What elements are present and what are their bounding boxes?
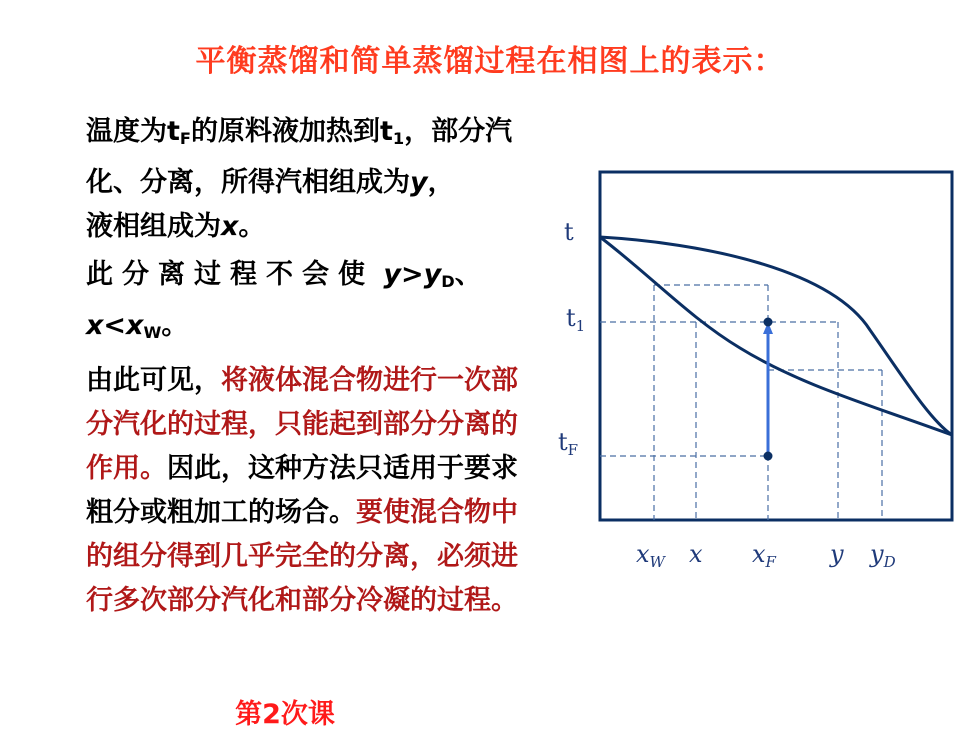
bubble-curve: [600, 237, 952, 435]
p2-gt: >: [401, 259, 424, 290]
dew-curve: [600, 237, 952, 435]
label-t1-sub: 1: [575, 317, 586, 335]
label-xw-base: x: [636, 540, 650, 568]
page-title: 平衡蒸馏和简单蒸馏过程在相图上的表示：: [195, 44, 785, 79]
lesson-label: 第2次课: [235, 699, 335, 730]
guide-lines: [600, 285, 882, 520]
label-xf-base: x: [752, 540, 766, 568]
diagram-frame: [600, 172, 952, 520]
label-yd: [869, 540, 896, 571]
p2-sub-w: W: [143, 323, 162, 342]
p3-red-2: 要使混合物中的组分得到几乎完全的分离，必须进行多次部分汽化和部分冷凝的过程。: [86, 497, 518, 616]
p2-var-yd: y: [423, 259, 442, 290]
p2-var-y: y: [383, 259, 402, 290]
label-tf: [558, 428, 578, 459]
label-t: t: [564, 218, 574, 246]
p2-lt: <: [103, 310, 127, 341]
p1-text-b: 的原料液加热到t: [190, 116, 393, 147]
p2-var-xw: x: [126, 310, 144, 341]
label-yd-base: y: [870, 540, 884, 568]
p1-var-x: x: [221, 211, 239, 242]
p1-text-d: 液相组成为: [86, 211, 221, 242]
p3-black-2: 因此，这种方法只适用于要求粗分或粗加工的场合。: [86, 453, 518, 528]
p1-var-y: y: [410, 167, 428, 198]
point-tf: [764, 452, 773, 461]
label-yd-sub: D: [883, 553, 896, 571]
p2-end: 。: [161, 310, 189, 341]
p2-sep: 、: [454, 259, 482, 290]
p1-comma: ，: [427, 167, 455, 198]
label-y: y: [830, 540, 844, 568]
p2-sub-d: D: [441, 272, 455, 291]
p3-black-1: 由此可见，: [86, 365, 221, 396]
label-tf-base: t: [558, 428, 568, 456]
p1-end: 。: [238, 211, 266, 242]
label-xw-sub: W: [649, 553, 665, 571]
p1-text-a: 温度为t: [86, 116, 180, 147]
p1-sub-f: F: [179, 129, 191, 148]
label-tf-sub: F: [567, 441, 579, 459]
label-t1: [566, 304, 585, 335]
label-xf: [752, 540, 777, 571]
label-xw: [636, 540, 667, 571]
p1-sub-1: 1: [392, 129, 405, 148]
label-xf-sub: F: [765, 553, 776, 571]
p2-var-x: x: [86, 310, 104, 341]
p2-text: 此分离过程不会使: [86, 259, 374, 290]
p3-red-1: 将液体混合物进行一次部分汽化的过程，只能起到部分分离的作用。: [86, 365, 518, 484]
label-x: x: [689, 540, 703, 568]
point-t1: [764, 318, 773, 327]
label-t1-base: t: [566, 304, 576, 332]
p1-text-c: ，部分汽化、分离，所得汽相组成为: [86, 116, 513, 198]
